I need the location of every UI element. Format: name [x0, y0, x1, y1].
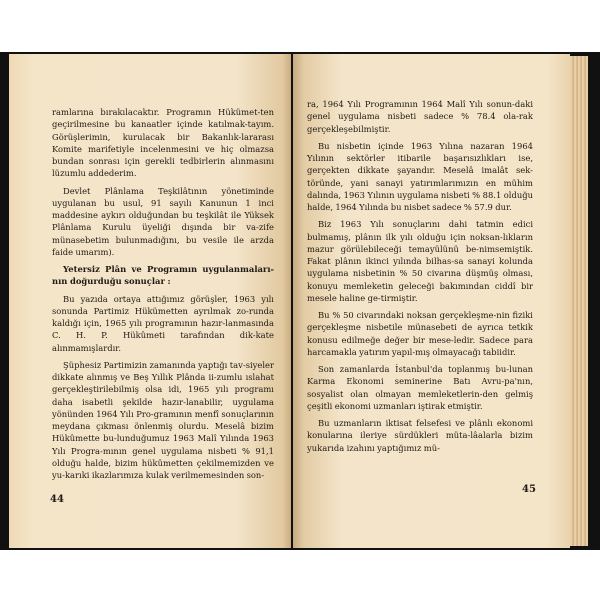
left-page [9, 54, 291, 548]
section-heading: Yetersiz Plân ve Programın uygulanmaları-nın doğurduğu sonuçlar : [52, 264, 274, 287]
left-page-number: 44 [50, 494, 64, 505]
right-paragraph: Biz 1963 Yılı sonuçlarını dahi tatmin edici bulmamış, plânın ilk yılı olduğu için noksan-lıkların mazur görülebileceği temayülünü be-nimsemiştik. Fakat plânın ikinci yılında bilhas-sa sanayi kolunda uygulama nisbetinin % 50 civarına düşmüş olması, konuyu memleketin geleceği bakımından ciddî bir mesele haline ge-tirmiştir. [307, 219, 533, 303]
right-page-number: 45 [522, 484, 536, 495]
left-page-text [52, 106, 274, 486]
right-paragraph: Bu % 50 civarındaki noksan gerçekleşme-nin fiziki gerçekleşme nisbetile münasebeti de ayrıca tetkik konusu edilmeğe değer bir mese-ledir. Sadece para harcamakla yatırım yapıl-mış olmayacağı tabiidir. [307, 310, 533, 357]
right-paragraph: Son zamanlarda İstanbul'da toplanmış bu-lunan Karma Ekonomi seminerine Batı Avru-pa'nın, sosyalist olan olmayan memleketlerin-den gelmiş çeşitli ekonomi uzmanları iştirak etmiştir. [307, 364, 533, 411]
right-paragraph: ra, 1964 Yılı Programının 1964 Malî Yılı sonun-daki genel uygulama nisbeti sadece % 78.4 ola-rak gerçekleşebilmiştir. [307, 99, 533, 134]
right-paragraph: Bu nisbetin içinde 1963 Yılına nazaran 1964 Yılının sektörler itibarile başarısızlıkları ise, gerçekten dikkate şayandır. Meselâ imalât sek-töründe, yani sanayi yatırımlarımızın en mühim dalında, 1963 Yılının uygulama nisbeti % 88.1 olduğu halde, 1964 Yılında bu nisbet sadece % 57.9 dur. [307, 140, 533, 212]
right-paragraph: Bu uzmanların iktisat felsefesi ve plânlı ekonomi konularına ileriye sürdükleri müta-lâalarla bizim yukarıda izahını yaptığımız mü- [307, 418, 533, 453]
left-paragraph: ramlarına bırakılacaktır. Programın Hükümet-ten geçirilmesine bu kanaatler içinde katılmak-tayım. Görüşlerimin, kurulacak bir Bakanlık-lararası Komite marifetiyle incelenmesini ve hiç olmazsa bundan sonrası için gerekli tedbirlerin alınmasını lüzumlu addederim. [52, 107, 274, 179]
book-spread [0, 52, 600, 550]
left-paragraph: Bu yazıda ortaya attığımız görüşler, 1963 yılı sonunda Partimiz Hükümetten ayrılmak zo-runda kaldığı için, 1965 yılı programının hazır-lanmasında C. H. P. Hükûmeti tarafından dik-kate alınmamışlardır. [52, 293, 274, 353]
page-edges [570, 56, 588, 546]
left-paragraph: Devlet Plânlama Teşkilâtının yönetiminde uygulanan bu usul, 91 sayılı Kanunun 1 inci maddesine aykırı olduğundan bu teşkilât ile Yüksek Plânlama Kurulu üyeliği dışında bir va-zife münasebetim bulunmadığını, bu vesile ile arzda faide umarım). [52, 185, 274, 257]
left-paragraph: Şüphesiz Partimizin zamanında yaptığı tav-siyeler dikkate alınmış ve Beş Yıllık Plânda ii-zumlu ıslahat gerçekleştirilebilmiş olsa idi, 1965 yılı programı daha isabetli şekilde hazır-lanabilir, uygulama yönünden 1964 Yılı Pro-gramının menfî sonuçlarının meydana çıkması önlenmiş olurdu. Meselâ bizim Hükûmette bu-lunduğumuz 1963 Malî Yılında 1963 Yılı Progra-mının genel uygulama nisbeti % 91,1 olduğu halde, bizim hükûmetten çekilmemizden ve yu-karıki ikazlarımıza kulak verilmemesinden son- [52, 359, 274, 480]
right-page [293, 54, 570, 548]
right-page-text [307, 98, 533, 459]
